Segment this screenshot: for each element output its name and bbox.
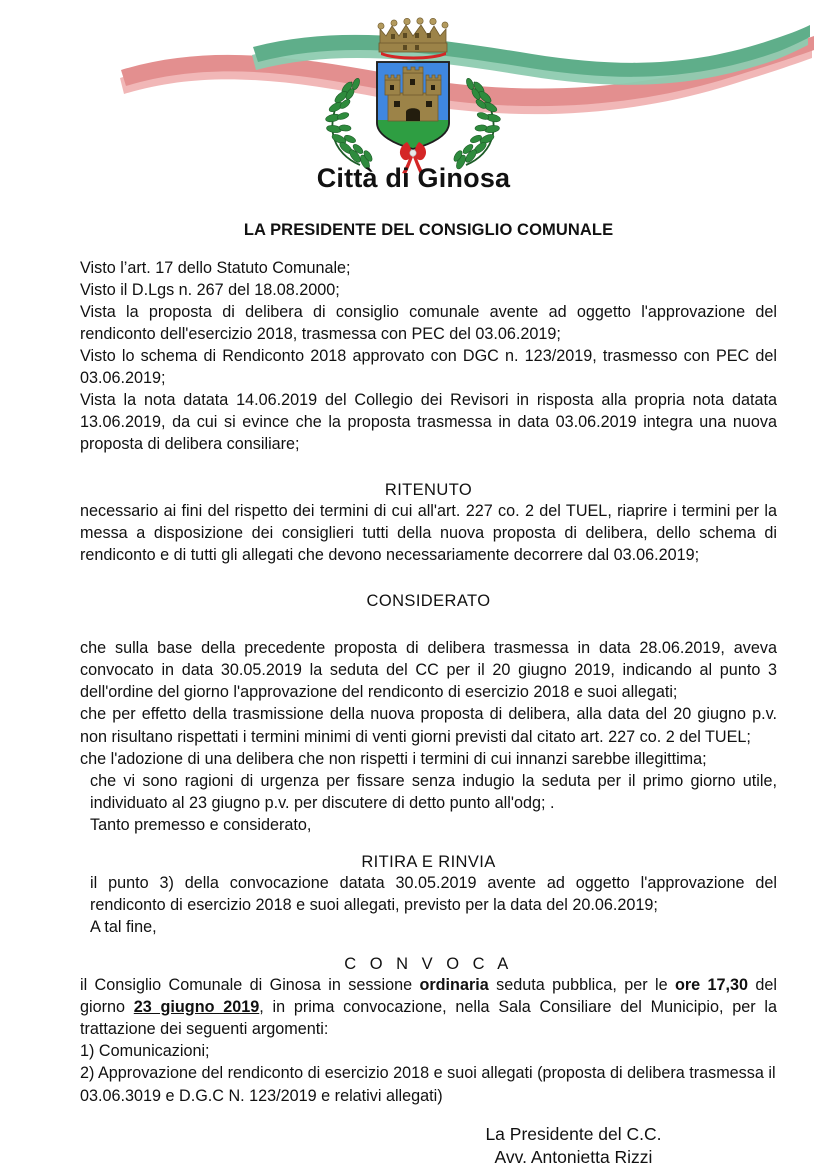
preamble-line-4: Visto lo schema di Rendiconto 2018 approvato con DGC n. 123/2019, trasmesso con PEC del 03.06.2019;	[80, 347, 777, 388]
heading-ritenuto: RITENUTO	[384, 481, 473, 500]
urgenza-body: che vi sono ragioni di urgenza per fissare senza indugio la seduta per il primo giorno utile, individuato al 23 giugno p.v. per discutere di detto punto all'odg; .	[90, 771, 777, 812]
signature-name: Avv. Antonietta Rizzi	[494, 1147, 653, 1168]
heading-ritira-rinvia: RITIRA E RINVIA	[361, 852, 496, 871]
considerato-line-1: che sulla base della precedente proposta di delibera trasmessa in data 28.06.2019, aveva convocato in data 30.05.2019 la seduta del CC per il 20 giugno 2019, indicando al punto 3 dell'ordine del giorno l'approvazione del rendiconto di esercizio 2018 e suoi allegati;	[80, 639, 777, 702]
convoca-part2: seduta pubblica, per le	[488, 975, 675, 994]
city-title: Città di Ginosa	[316, 163, 511, 193]
a-tal-fine: A tal fine,	[90, 917, 157, 936]
list-item: 2) Approvazione del rendiconto di esercizio 2018 e suoi allegati (proposta di delibera trasmessa il 03.06.3019 e D.G.C N. 123/2019 e relativi allegati)	[80, 1064, 776, 1105]
preamble-line-5: Vista la nota datata 14.06.2019 del Collegio dei Revisori in risposta alla propria nota datata 13.06.2019, da cui si evince che la proposta trasmessa in data 03.06.2019 integra una nuova proposta di delibera consiliare;	[80, 391, 777, 454]
preamble-line-3: Vista la proposta di delibera di consiglio comunale avente ad oggetto l'approvazione del rendiconto dell'esercizio 2018, trasmessa con PEC del 03.06.2019;	[80, 303, 777, 344]
convoca-part1: il Consiglio Comunale di Ginosa in sessione	[80, 975, 420, 994]
considerato-line-3: che l'adozione di una delibera che non rispetti i termini di cui innanzi sarebbe illegittima;	[80, 749, 707, 768]
document-title: LA PRESIDENTE DEL CONSIGLIO COMUNALE	[243, 221, 614, 239]
letterhead	[0, 0, 827, 205]
convoca-part3: del giorno	[80, 975, 777, 1016]
convoca-body	[80, 974, 777, 1040]
castle-icon	[385, 67, 441, 121]
agenda-list	[80, 1040, 777, 1107]
list-item: 1) Comunicazioni;	[80, 1041, 210, 1060]
convoca-ora: ore 17,30	[674, 975, 749, 994]
ritira-body: il punto 3) della convocazione datata 30.05.2019 avente ad oggetto l'approvazione del rendiconto di esercizio 2018 e suoi allegati, previsto per la data del 20.06.2019;	[90, 873, 777, 914]
shield	[377, 62, 449, 149]
convoca-data: 23 giugno 2019	[133, 997, 260, 1016]
signature-block	[80, 1123, 777, 1169]
ritenuto-body: necessario ai fini del rispetto dei termini di cui all'art. 227 co. 2 del TUEL, riaprire i termini per la messa a disposizione dei consiglieri tutti della nuova proposta di delibera, dello schema di rendiconto e di tutti gli allegati che devono necessariamente decorrere dal 03.06.2019;	[80, 502, 777, 565]
tanto-premesso: Tanto premesso e considerato,	[90, 815, 312, 834]
preamble-line-2: Visto il D.Lgs n. 267 del 18.08.2000;	[80, 281, 340, 300]
convoca-part4: , in prima convocazione, nella Sala Consiliare del Municipio, per la trattazione dei seguenti argomenti:	[80, 997, 777, 1038]
document-body	[0, 221, 827, 1169]
signature-role: La Presidente del C.C.	[485, 1123, 662, 1144]
considerato-block	[80, 637, 777, 769]
heading-convoca: C O N V O C A	[344, 954, 513, 973]
considerato-line-2: che per effetto della trasmissione della nuova proposta di delibera, alla data del 20 giugno p.v. non risultano rispettati i termini minimi di venti giorni previsti dal citato art. 227 co. 2 del TUEL;	[80, 705, 777, 746]
convoca-ordinaria: ordinaria	[419, 975, 489, 994]
preamble-block	[80, 257, 777, 455]
heading-considerato: CONSIDERATO	[366, 592, 491, 611]
preamble-line-1: Visto l’art. 17 dello Statuto Comunale;	[80, 259, 351, 277]
